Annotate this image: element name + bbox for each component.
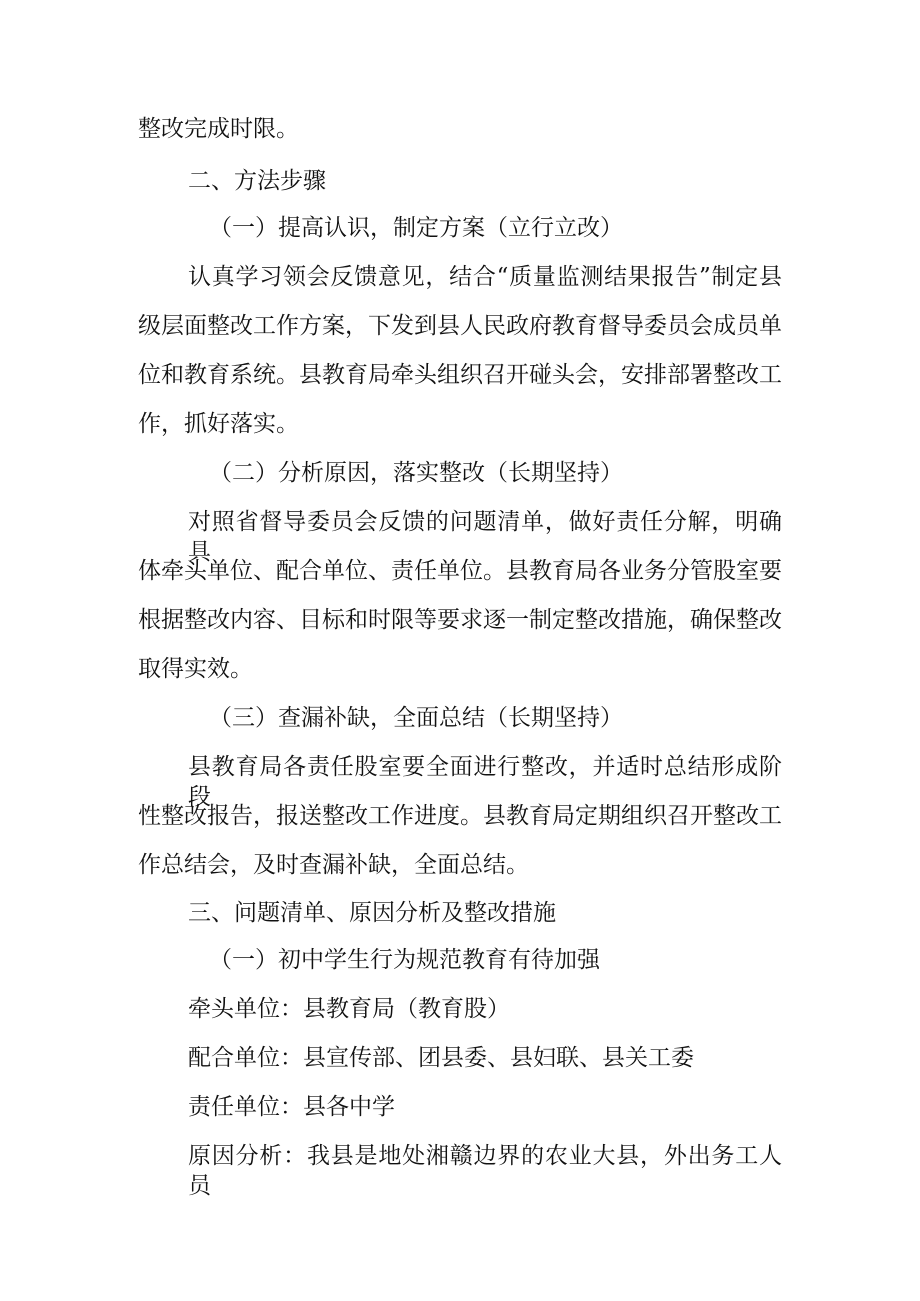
paragraph-line: 作总结会，及时查漏补缺，全面总结。: [138, 852, 529, 878]
paragraph-line: 体牵头单位、配合单位、责任单位。县教育局各业务分管股室要: [138, 558, 782, 584]
section-heading-issues: 三、问题清单、原因分析及整改措施: [188, 900, 556, 926]
paragraph-continuation: 整改完成时限。: [138, 116, 299, 142]
cause-analysis-line: 原因分析：我县是地处湘赣边界的农业大县，外出务工人员: [188, 1143, 782, 1199]
paragraph-line: 根据整改内容、目标和时限等要求逐一制定整改措施，确保整改: [138, 607, 782, 633]
paragraph-line: 级层面整改工作方案，下发到县人民政府教育督导委员会成员单: [138, 313, 782, 339]
paragraph-line: 作，抓好落实。: [138, 411, 299, 437]
cooperating-unit-line: 配合单位：县宣传部、团县委、县妇联、县关工委: [188, 1045, 694, 1071]
section-heading-methods: 二、方法步骤: [188, 168, 326, 194]
subheading-2: （二）分析原因，落实整改（长期坚持）: [209, 460, 623, 486]
paragraph-line: 认真学习领会反馈意见，结合“质量监测结果报告”制定县: [188, 264, 782, 290]
paragraph-line: 性整改报告，报送整改工作进度。县教育局定期组织召开整改工: [138, 803, 782, 829]
subheading-issue-1: （一）初中学生行为规范教育有待加强: [209, 947, 600, 973]
paragraph-line: 位和教育系统。县教育局牵头组织召开碰头会，安排部署整改工: [138, 362, 782, 388]
paragraph-line: 县教育局各责任股室要全面进行整改，并适时总结形成阶段: [188, 754, 782, 810]
subheading-1: （一）提高认识，制定方案（立行立改）: [209, 215, 623, 241]
lead-unit-line: 牵头单位：县教育局（教育股）: [188, 996, 510, 1022]
paragraph-line: 对照省督导委员会反馈的问题清单，做好责任分解，明确具: [188, 509, 782, 565]
paragraph-line: 取得实效。: [138, 656, 253, 682]
responsible-unit-line: 责任单位：县各中学: [188, 1094, 395, 1120]
subheading-3: （三）查漏补缺，全面总结（长期坚持）: [209, 705, 623, 731]
